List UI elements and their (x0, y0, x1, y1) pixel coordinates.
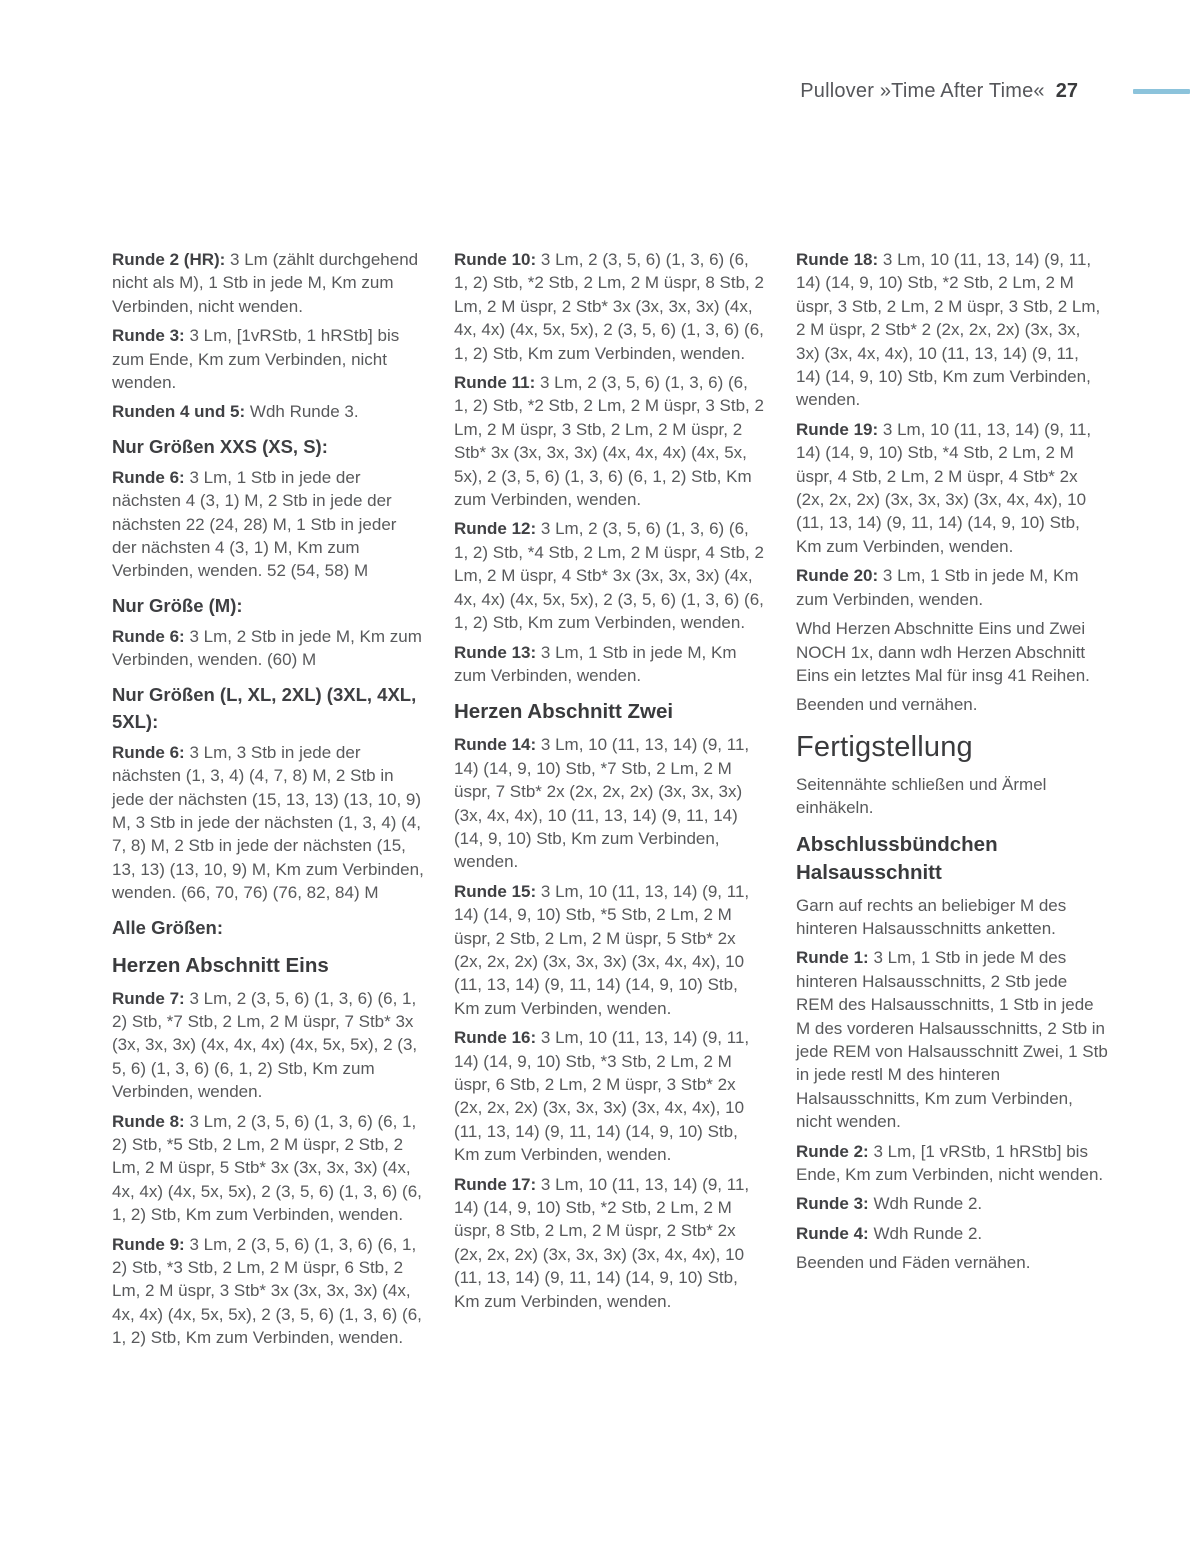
instruction-paragraph: Runde 1: 3 Lm, 1 Stb in jede M des hinteren Halsausschnitts, 2 Stb jede REM des Halsausschnitts, 1 Stb in jede M des vorderen Halsausschnitts, 2 Stb in jede REM von Halsausschnitt Zwei, 1 Stb in jede restl M des hinteren Halsausschnitts, Km zum Verbinden, nicht wenden. (796, 948, 1108, 1132)
round-label: Runde 13: (454, 642, 537, 662)
size-heading: Nur Größen XXS (XS, S): (112, 435, 328, 457)
instruction-paragraph: Runde 15: 3 Lm, 10 (11, 13, 14) (9, 11, 14) (14, 9, 10) Stb, *5 Stb, 2 Lm, 2 M üspr, 2 Stb, 2 Lm, 2 M üspr, 5 Stb* 2x (2x, 2x, 2x) (3x, 3x, 3x) (3x, 4x, 4x), 10 (11, 13, 14) (9, 11, 14) (14, 9, 10) Stb, Km zum Verbinden, wenden. (454, 881, 750, 1018)
instruction-paragraph: Runde 2 (HR): 3 Lm (zählt durchgehend nicht als M), 1 Stb in jede M, Km zum Verbinden, nicht wenden. (112, 250, 419, 316)
round-label: Runde 17: (454, 1174, 537, 1194)
instruction-paragraph: Runde 3: 3 Lm, [1vRStb, 1 hRStb] bis zum Ende, Km zum Verbinden, nicht wenden. (112, 326, 400, 393)
accent-rule (1133, 89, 1190, 94)
instruction-paragraph: Runde 6: 3 Lm, 1 Stb in jede der nächsten 4 (3, 1) M, 2 Stb in jede der nächsten 22 (24, 28) M, 1 Stb in jeder der nächsten 4 (3, 1) M, Km zum Verbinden, wenden. 52 (54, 58) M (112, 467, 397, 581)
round-label: Runden 4 und 5: (112, 402, 246, 422)
instruction-paragraph: Beenden und vernähen. (796, 695, 978, 715)
instruction-paragraph: Runde 6: 3 Lm, 2 Stb in jede M, Km zum Verbinden, wenden. (60) M (112, 626, 422, 670)
round-label: Runde 1: (796, 948, 869, 968)
instruction-paragraph: Runde 3: Wdh Runde 2. (796, 1194, 983, 1214)
instruction-paragraph: Runde 9: 3 Lm, 2 (3, 5, 6) (1, 3, 6) (6, 1, 2) Stb, *3 Stb, 2 Lm, 2 M üspr, 6 Stb, 2 Lm, 2 M üspr, 3 Stb* 3x (3x, 3x, 3x) (4x, 4x, 4x) (4x, 5x, 5x), 2 (3, 5, 6) (1, 3, 6) (6, 1, 2) Stb, Km zum Verbinden, wenden. (112, 1234, 422, 1348)
subsection-heading: Abschlussbündchen Halsausschnitt (796, 832, 998, 884)
round-label: Runde 4: (796, 1223, 869, 1243)
round-label: Runde 12: (454, 519, 537, 539)
round-label: Runde 10: (454, 250, 537, 269)
instruction-paragraph: Runde 14: 3 Lm, 10 (11, 13, 14) (9, 11, 14) (14, 9, 10) Stb, *7 Stb, 2 Lm, 2 M üspr, 7 Stb* 2x (2x, 2x, 2x) (3x, 3x, 3x) (3x, 4x, 4x), 10 (11, 13, 14) (9, 11, 14) (14, 9, 10) Stb, Km zum Verbinden, wenden. (454, 735, 750, 872)
instruction-paragraph: Runde 11: 3 Lm, 2 (3, 5, 6) (1, 3, 6) (6, 1, 2) Stb, *2 Stb, 2 Lm, 2 M üspr, 3 Stb, 2 Lm, 2 M üspr, 3 Stb, 2 Lm, 2 M üspr, 2 Stb* 3x (3x, 3x, 3x) (4x, 4x, 4x) (4x, 5x, 5x), 2 (3, 5, 6) (1, 3, 6) (6, 1, 2) Stb, Km zum Verbinden, wenden. (454, 373, 764, 510)
round-label: Runde 3: (112, 326, 185, 346)
instruction-paragraph: Runde 6: 3 Lm, 3 Stb in jede der nächsten (1, 3, 4) (4, 7, 8) M, 2 Stb in jede der nächsten (15, 13, 13) (13, 10, 9) M, 3 Stb in jede der nächsten (1, 3, 4) (4, 7, 8) M, 2 Stb in jede der nächsten (15, 13, 13) (13, 10, 9) M, Km zum Verbinden, wenden. (66, 70, 76) (76, 82, 84) M (112, 742, 424, 903)
instruction-paragraph: Runde 7: 3 Lm, 2 (3, 5, 6) (1, 3, 6) (6, 1, 2) Stb, *7 Stb, 2 Lm, 2 M üspr, 7 Stb* 3x (3x, 3x, 3x) (4x, 4x, 4x) (4x, 5x, 5x), 2 (3, 5, 6) (1, 3, 6) (6, 1, 2) Stb, Km zum Verbinden, wenden. (112, 988, 418, 1102)
size-heading: Alle Größen: (112, 916, 224, 938)
subsection-heading: Herzen Abschnitt Eins (112, 953, 329, 977)
column-1 (112, 248, 424, 1356)
instruction-paragraph: Runde 20: 3 Lm, 1 Stb in jede M, Km zum Verbinden, wenden. (796, 566, 1079, 609)
round-label: Runde 14: (454, 735, 537, 755)
subsection-heading: Herzen Abschnitt Zwei (454, 700, 674, 724)
round-label: Runde 18: (796, 250, 879, 269)
round-label: Runde 9: (112, 1234, 185, 1254)
page-header (0, 80, 1190, 103)
instruction-paragraph: Runde 16: 3 Lm, 10 (11, 13, 14) (9, 11, 14) (14, 9, 10) Stb, *3 Stb, 2 Lm, 2 M üspr, 6 Stb, 2 Lm, 2 M üspr, 3 Stb* 2x (2x, 2x, 2x) (3x, 3x, 3x) (3x, 4x, 4x), 10 (11, 13, 14) (9, 11, 14) (14, 9, 10) Stb, Km zum Verbinden, wenden. (454, 1028, 750, 1165)
column-2 (454, 248, 766, 1356)
round-label: Runde 11: (454, 373, 536, 393)
instruction-paragraph: Runde 4: Wdh Runde 2. (796, 1223, 983, 1243)
instruction-paragraph: Runde 17: 3 Lm, 10 (11, 13, 14) (9, 11, 14) (14, 9, 10) Stb, *2 Stb, 2 Lm, 2 M üspr, 8 Stb, 2 Lm, 2 M üspr, 2 Stb* 2x (2x, 2x, 2x) (3x, 3x, 3x) (3x, 4x, 4x), 10 (11, 13, 14) (9, 11, 14) (14, 9, 10) Stb, Km zum Verbinden, wenden. (454, 1174, 750, 1311)
round-label: Runde 16: (454, 1028, 537, 1048)
round-label: Runde 19: (796, 419, 879, 439)
document-title: Pullover »Time After Time« (800, 80, 1045, 102)
round-label: Runde 2: (796, 1141, 869, 1161)
section-title: Fertigstellung (796, 730, 973, 763)
round-label: Runde 7: (112, 988, 185, 1008)
round-label: Runde 15: (454, 881, 537, 901)
columns (112, 248, 1108, 1356)
round-label: Runde 20: (796, 566, 879, 586)
instruction-paragraph: Runde 19: 3 Lm, 10 (11, 13, 14) (9, 11, 14) (14, 9, 10) Stb, *4 Stb, 2 Lm, 2 M üspr, 4 Stb, 2 Lm, 2 M üspr, 4 Stb* 2x (2x, 2x, 2x) (3x, 3x, 3x) (3x, 4x, 4x), 10 (11, 13, 14) (9, 11, 14) (14, 9, 10) Stb, Km zum Verbinden, wenden. (796, 419, 1092, 556)
instruction-paragraph: Garn auf rechts an beliebiger M des hinteren Halsausschnitts anketten. (796, 895, 1067, 938)
round-label: Runde 6: (112, 742, 185, 762)
instruction-paragraph: Seitennähte schließen und Ärmel einhäkeln. (796, 774, 1047, 818)
instruction-paragraph: Runde 12: 3 Lm, 2 (3, 5, 6) (1, 3, 6) (6, 1, 2) Stb, *4 Stb, 2 Lm, 2 M üspr, 4 Stb, 2 Lm, 2 M üspr, 4 Stb* 3x (3x, 3x, 3x) (4x, 4x, 4x) (4x, 5x, 5x), 2 (3, 5, 6) (1, 3, 6) (6, 1, 2) Stb, Km zum Verbinden, wenden. (454, 519, 764, 633)
instruction-paragraph: Runde 10: 3 Lm, 2 (3, 5, 6) (1, 3, 6) (6, 1, 2) Stb, *2 Stb, 2 Lm, 2 M üspr, 8 Stb, 2 Lm, 2 M üspr, 2 Stb* 3x (3x, 3x, 3x) (4x, 4x, 4x) (4x, 5x, 5x), 2 (3, 5, 6) (1, 3, 6) (6, 1, 2) Stb, Km zum Verbinden, wenden. (454, 250, 764, 363)
instruction-paragraph: Beenden und Fäden vernähen. (796, 1253, 1031, 1273)
instruction-paragraph: Runden 4 und 5: Wdh Runde 3. (112, 402, 359, 422)
round-label: Runde 2 (HR): (112, 250, 226, 269)
instruction-paragraph: Runde 18: 3 Lm, 10 (11, 13, 14) (9, 11, 14) (14, 9, 10) Stb, *2 Stb, 2 Lm, 2 M üspr, 3 Stb, 2 Lm, 2 M üspr, 3 Stb, 2 Lm, 2 M üspr, 2 Stb* 2 (2x, 2x, 2x) (3x, 3x, 3x) (3x, 4x, 4x), 10 (11, 13, 14) (9, 11, 14) (14, 9, 10) Stb, Km zum Verbinden, wenden. (796, 250, 1101, 410)
page-number: 27 (1055, 80, 1078, 102)
instruction-paragraph: Runde 2: 3 Lm, [1 vRStb, 1 hRStb] bis Ende, Km zum Verbinden, nicht wenden. (796, 1141, 1104, 1184)
size-heading: Nur Größen (L, XL, 2XL) (3XL, 4XL, 5XL): (112, 683, 417, 732)
round-label: Runde 6: (112, 626, 185, 646)
round-label: Runde 3: (796, 1194, 869, 1214)
column-3 (796, 248, 1108, 1356)
round-label: Runde 6: (112, 467, 185, 487)
size-heading: Nur Größe (M): (112, 594, 243, 616)
instruction-paragraph: Whd Herzen Abschnitte Eins und Zwei NOCH 1x, dann wdh Herzen Abschnitt Eins ein letztes Mal für insg 41 Reihen. (796, 619, 1090, 685)
round-label: Runde 8: (112, 1111, 185, 1131)
instruction-paragraph: Runde 13: 3 Lm, 1 Stb in jede M, Km zum Verbinden, wenden. (454, 642, 737, 685)
instruction-paragraph: Runde 8: 3 Lm, 2 (3, 5, 6) (1, 3, 6) (6, 1, 2) Stb, *5 Stb, 2 Lm, 2 M üspr, 2 Stb, 2 Lm, 2 M üspr, 5 Stb* 3x (3x, 3x, 3x) (4x, 4x, 4x) (4x, 5x, 5x), 2 (3, 5, 6) (1, 3, 6) (6, 1, 2) Stb, Km zum Verbinden, wenden. (112, 1111, 422, 1225)
